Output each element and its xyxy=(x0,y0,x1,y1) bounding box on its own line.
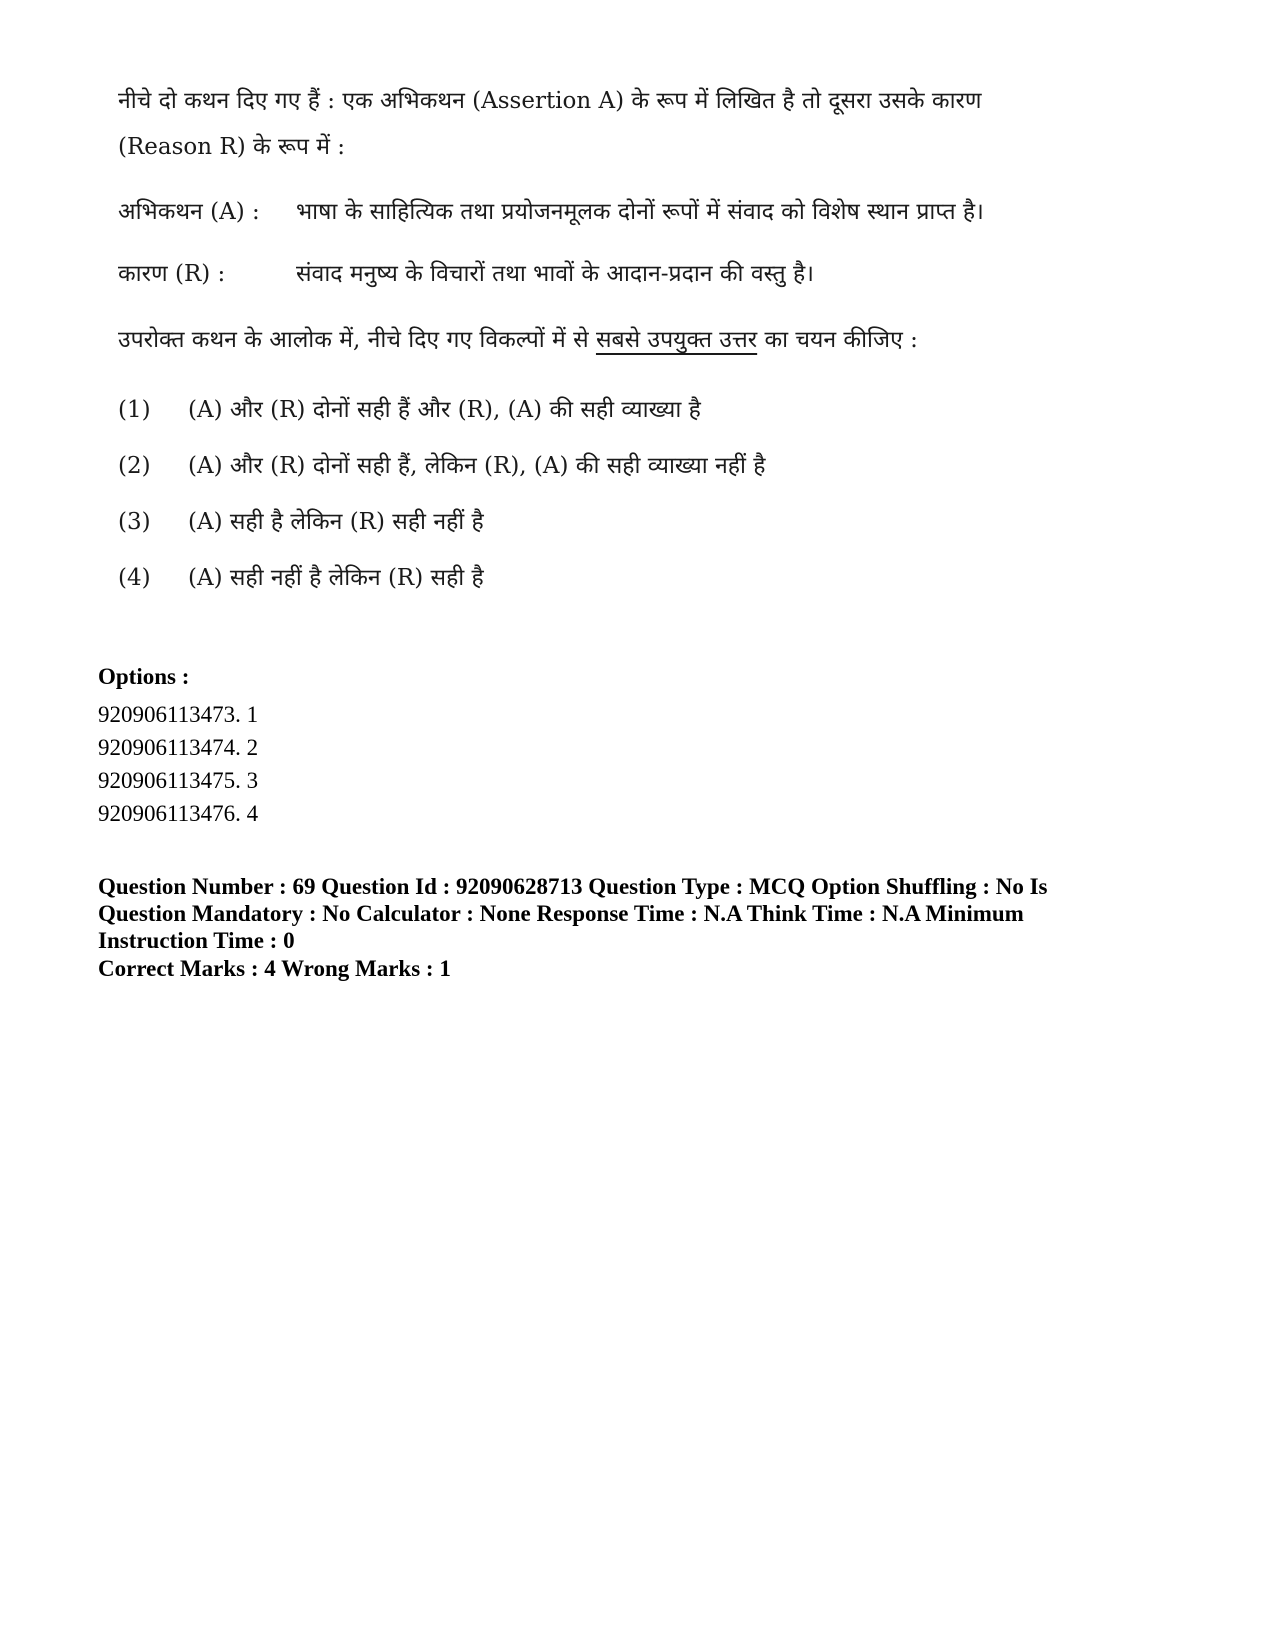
choice-text: (A) और (R) दोनों सही हैं, लेकिन (R), (A) की सही व्याख्या नहीं है xyxy=(188,453,766,479)
choice-text: (A) सही नहीं है लेकिन (R) सही है xyxy=(188,565,484,591)
instruction-post: का चयन कीजिए : xyxy=(757,327,918,353)
choice-number: (2) xyxy=(118,453,151,479)
option-item: 920906113474. 2 xyxy=(98,735,259,760)
question-block xyxy=(118,78,1058,616)
choice-3 xyxy=(118,504,1058,560)
choice-number: (1) xyxy=(118,397,151,423)
question-intro: नीचे दो कथन दिए गए हैं : एक अभिकथन (Assertion A) के रूप में लिखित है तो दूसरा उसके कारण (Reason R) के रूप में : xyxy=(118,88,982,160)
reason-row xyxy=(118,256,1058,288)
option-item: 920906113475. 3 xyxy=(98,768,259,793)
instruction-underlined: सबसे उपयुक्त उत्तर xyxy=(595,327,758,353)
choice-number: (3) xyxy=(118,509,151,535)
question-info-line: Instruction Time : 0 xyxy=(98,928,295,953)
instruction-pre: उपरोक्त कथन के आलोक में, नीचे दिए गए विकल्पों में से xyxy=(118,327,596,353)
question-info-line: Question Mandatory : No Calculator : None Response Time : N.A Think Time : N.A Minimum xyxy=(98,901,1024,926)
options-heading: Options : xyxy=(98,664,190,689)
choice-number: (4) xyxy=(118,565,151,591)
choice-2 xyxy=(118,448,1058,504)
choice-text: (A) सही है लेकिन (R) सही नहीं है xyxy=(188,509,484,535)
marks-info: Correct Marks : 4 Wrong Marks : 1 xyxy=(98,956,451,981)
reason-text: संवाद मनुष्य के विचारों तथा भावों के आदान-प्रदान की वस्तु है। xyxy=(296,261,814,287)
question-info-line: Question Number : 69 Question Id : 92090628713 Question Type : MCQ Option Shuffling : No Is xyxy=(98,874,1048,899)
option-item: 920906113476. 4 xyxy=(98,801,259,826)
question-info xyxy=(98,873,1198,954)
choice-list xyxy=(118,392,1058,616)
choice-4 xyxy=(118,560,1058,616)
option-item: 920906113473. 1 xyxy=(98,702,259,727)
assertion-label: अभिकथन (A) : xyxy=(118,199,260,225)
instruction xyxy=(118,322,1058,354)
reason-label: कारण (R) : xyxy=(118,261,226,287)
choice-text: (A) और (R) दोनों सही हैं और (R), (A) की सही व्याख्या है xyxy=(188,397,701,423)
assertion-text: भाषा के साहित्यिक तथा प्रयोजनमूलक दोनों रूपों में संवाद को विशेष स्थान प्राप्त है। xyxy=(296,199,984,225)
options-list xyxy=(98,698,1198,830)
assertion-row xyxy=(118,194,1058,226)
choice-1 xyxy=(118,392,1058,448)
